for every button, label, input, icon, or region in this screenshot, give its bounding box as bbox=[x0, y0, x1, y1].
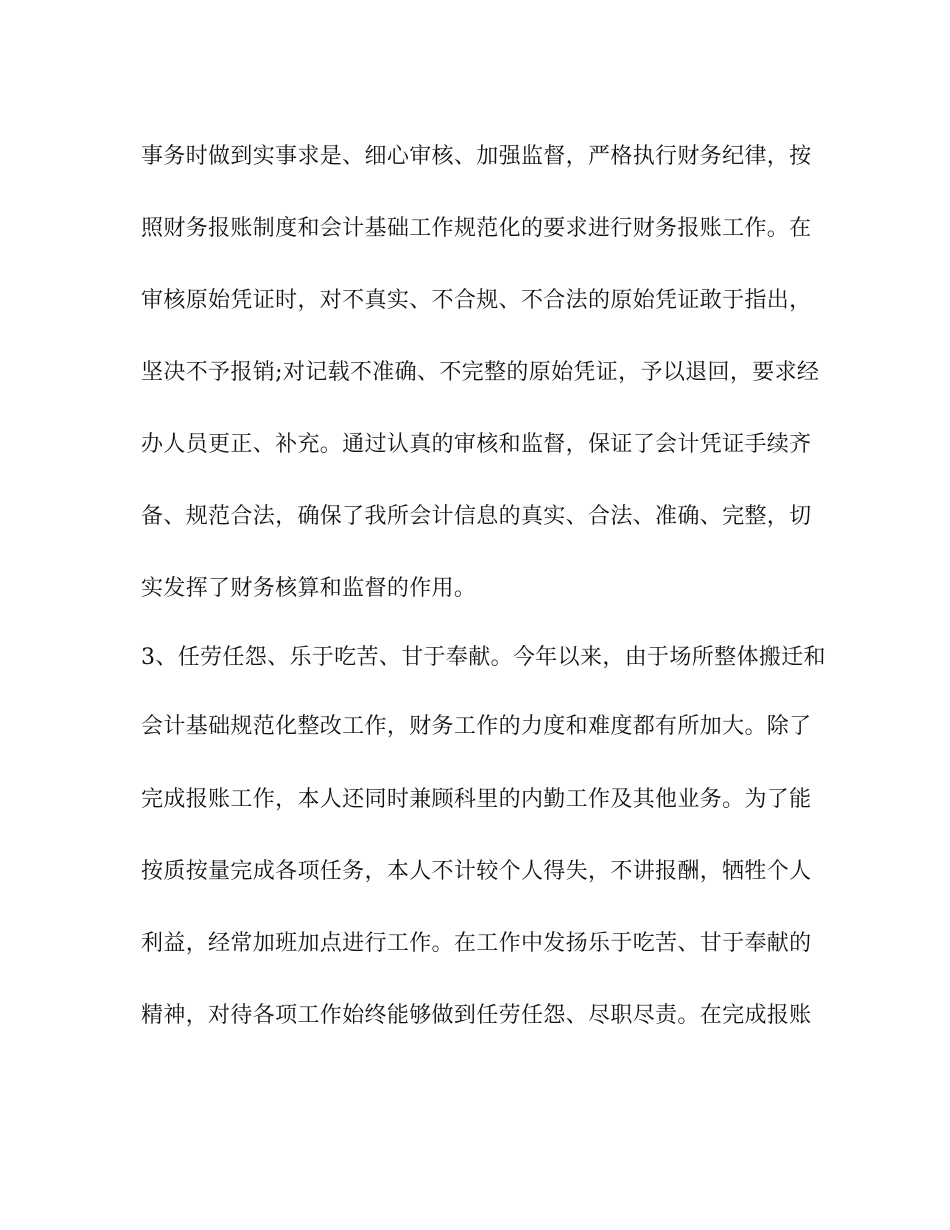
paragraph-line: 备、规范合法，确保了我所会计信息的真实、合法、准确、完整，切 bbox=[141, 504, 812, 529]
paragraph-line: 事务时做到实事求是、细心审核、加强监督，严格执行财务纪律，按 bbox=[141, 144, 812, 169]
paragraph-line: 办人员更正、补充。通过认真的审核和监督，保证了会计凭证手续齐 bbox=[141, 432, 812, 457]
paragraph-line: 利益，经常加班加点进行工作。在工作中发扬乐于吃苦、甘于奉献的 bbox=[141, 931, 812, 956]
paragraph-line: 完成报账工作，本人还同时兼顾科里的内勤工作及其他业务。为了能 bbox=[141, 787, 812, 812]
paragraph-line: 审核原始凭证时，对不真实、不合规、不合法的原始凭证敢于指出， bbox=[141, 288, 812, 313]
paragraph-line: 照财务报账制度和会计基础工作规范化的要求进行财务报账工作。在 bbox=[141, 216, 812, 241]
paragraph-line: 实发挥了财务核算和监督的作用。 bbox=[141, 576, 477, 601]
paragraph-line: 按质按量完成各项任务，本人不计较个人得失，不讲报酬，牺牲个人 bbox=[141, 859, 812, 884]
paragraph-line: 坚决不予报销;对记载不准确、不完整的原始凭证，予以退回，要求经 bbox=[141, 360, 820, 385]
paragraph-line: 精神，对待各项工作始终能够做到任劳任怨、尽职尽责。在完成报账 bbox=[141, 1003, 812, 1028]
section-heading-line: 3、任劳任怨、乐于吃苦、甘于奉献。今年以来，由于场所整体搬迁和 bbox=[141, 645, 826, 670]
paragraph-line: 会计基础规范化整改工作，财务工作的力度和难度都有所加大。除了 bbox=[141, 714, 812, 739]
